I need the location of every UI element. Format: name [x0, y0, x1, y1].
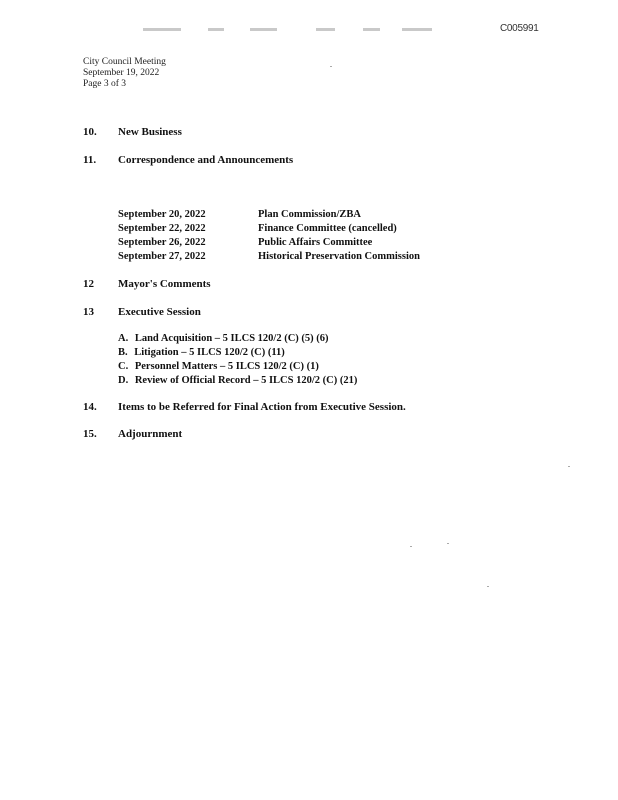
scan-speck	[447, 543, 449, 544]
agenda-item-title: Correspondence and Announcements	[118, 154, 294, 166]
agenda-item-number: 12	[83, 278, 94, 290]
meeting-date: September 27, 2022	[118, 251, 206, 262]
agenda-item-title: Items to be Referred for Final Action from Executive Session.	[118, 401, 406, 413]
header-page-number: Page 3 of 3	[83, 79, 127, 89]
executive-subitem	[118, 333, 329, 344]
meeting-body: Historical Preservation Commission	[258, 251, 420, 262]
header-meeting-date: September 19, 2022	[83, 68, 160, 78]
agenda-item-title: Adjournment	[118, 428, 183, 440]
subitem-letter: A.	[118, 333, 129, 344]
agenda-item-title: Mayor's Comments	[118, 278, 211, 290]
agenda-item-number: 14.	[83, 401, 97, 413]
meeting-body: Finance Committee (cancelled)	[258, 223, 397, 234]
subitem-text: Review of Official Record – 5 ILCS 120/2 (C) (21)	[134, 375, 358, 386]
subitem-text: Litigation – 5 ILCS 120/2 (C) (11)	[134, 347, 285, 358]
meeting-date: September 22, 2022	[118, 223, 206, 234]
meeting-body: Plan Commission/ZBA	[258, 209, 361, 220]
agenda-item-title: Executive Session	[118, 306, 201, 318]
executive-subitem	[118, 347, 285, 358]
subitem-letter: B.	[118, 347, 128, 358]
executive-subitem	[118, 361, 319, 372]
header-meeting-name: City Council Meeting	[83, 57, 166, 67]
agenda-item-title: New Business	[118, 126, 182, 138]
subitem-text: Land Acquisition – 5 ILCS 120/2 (C) (5) (6)	[134, 333, 329, 344]
meeting-row	[0, 237, 618, 251]
scan-speck	[568, 466, 570, 467]
scan-speck	[330, 66, 332, 67]
meeting-row	[0, 223, 618, 237]
document-id: C005991	[500, 23, 539, 34]
agenda-item-number: 11.	[83, 154, 97, 166]
scan-speck	[410, 546, 412, 547]
meeting-body: Public Affairs Committee	[258, 237, 373, 248]
scan-speck	[487, 586, 489, 587]
subitem-letter: D.	[118, 375, 129, 386]
meeting-row	[0, 209, 618, 223]
meeting-row	[0, 251, 618, 265]
executive-subitem	[118, 375, 357, 386]
subitem-text: Personnel Matters – 5 ILCS 120/2 (C) (1)	[134, 361, 319, 372]
header-block	[83, 57, 166, 90]
meeting-date: September 26, 2022	[118, 237, 206, 248]
agenda-item-number: 13	[83, 306, 94, 318]
meeting-date: September 20, 2022	[118, 209, 206, 220]
agenda-item-number: 15.	[83, 428, 97, 440]
subitem-letter: C.	[118, 361, 129, 372]
agenda-item-number: 10.	[83, 126, 97, 138]
